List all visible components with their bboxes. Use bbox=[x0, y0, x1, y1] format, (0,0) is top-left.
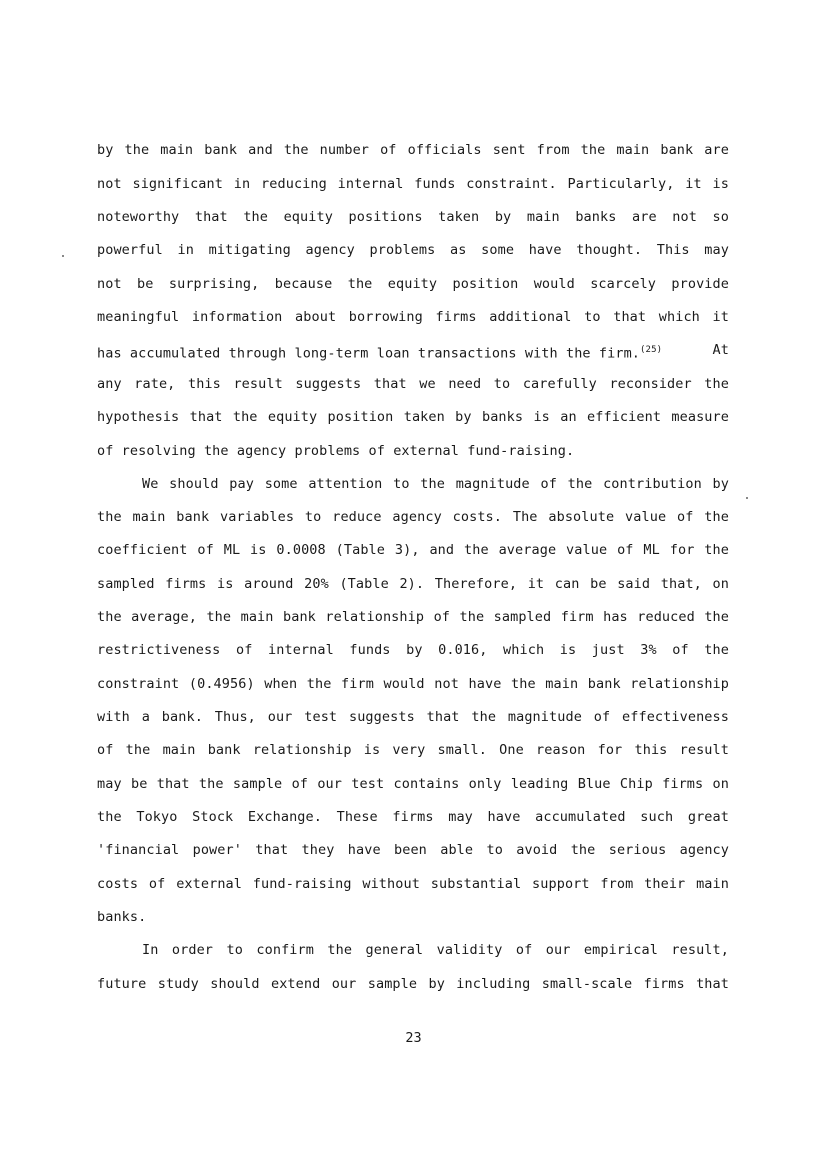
text-line: restrictiveness of internal funds by 0.016, which is just 3% of the bbox=[97, 642, 729, 658]
text-line: by the main bank and the number of officials sent from the main bank are bbox=[97, 142, 729, 158]
text-line: constraint (0.4956) when the firm would not have the main bank relationship bbox=[97, 676, 729, 692]
page-number: 23 bbox=[405, 1030, 422, 1046]
footnote-marker: (25) bbox=[640, 345, 663, 355]
text-line: sampled firms is around 20% (Table 2). Therefore, it can be said that, on bbox=[97, 576, 729, 592]
text-line: costs of external fund-raising without substantial support from their main bbox=[97, 876, 729, 892]
paragraph-start: In order to confirm the general validity of our empirical result, bbox=[142, 942, 729, 958]
text-line: of resolving the agency problems of external fund-raising. bbox=[97, 443, 575, 459]
text-line: banks. bbox=[97, 909, 147, 925]
text-line: meaningful information about borrowing firms additional to that which it bbox=[97, 309, 729, 325]
text-line: the average, the main bank relationship of the sampled firm has reduced the bbox=[97, 609, 729, 625]
scan-speck bbox=[746, 497, 748, 499]
text-line: of the main bank relationship is very small. One reason for this result bbox=[97, 742, 729, 758]
paragraph-start: We should pay some attention to the magnitude of the contribution by bbox=[142, 476, 729, 492]
text-line: has accumulated through long-term loan transactions with the firm. bbox=[97, 345, 641, 362]
text-line: not be surprising, because the equity position would scarcely provide bbox=[97, 276, 729, 292]
text-line: coefficient of ML is 0.0008 (Table 3), and the average value of ML for the bbox=[97, 542, 729, 558]
text-line-with-footnote bbox=[97, 340, 729, 364]
text-line: the main bank variables to reduce agency costs. The absolute value of the bbox=[97, 509, 729, 525]
text-line: powerful in mitigating agency problems as some have thought. This may bbox=[97, 242, 729, 258]
text-line: any rate, this result suggests that we need to carefully reconsider the bbox=[97, 376, 729, 392]
text-line: hypothesis that the equity position taken by banks is an efficient measure bbox=[97, 409, 729, 425]
text-line: future study should extend our sample by including small-scale firms that bbox=[97, 976, 729, 992]
text-line: may be that the sample of our test contains only leading Blue Chip firms on bbox=[97, 776, 729, 792]
text-line: noteworthy that the equity positions taken by main banks are not so bbox=[97, 209, 729, 225]
text-line-tail: At bbox=[712, 342, 729, 358]
text-line: 'financial power' that they have been able to avoid the serious agency bbox=[97, 842, 729, 858]
text-line: not significant in reducing internal funds constraint. Particularly, it is bbox=[97, 176, 729, 192]
scan-speck bbox=[62, 255, 64, 257]
text-line: the Tokyo Stock Exchange. These firms may have accumulated such great bbox=[97, 809, 729, 825]
text-line: with a bank. Thus, our test suggests that the magnitude of effectiveness bbox=[97, 709, 729, 725]
